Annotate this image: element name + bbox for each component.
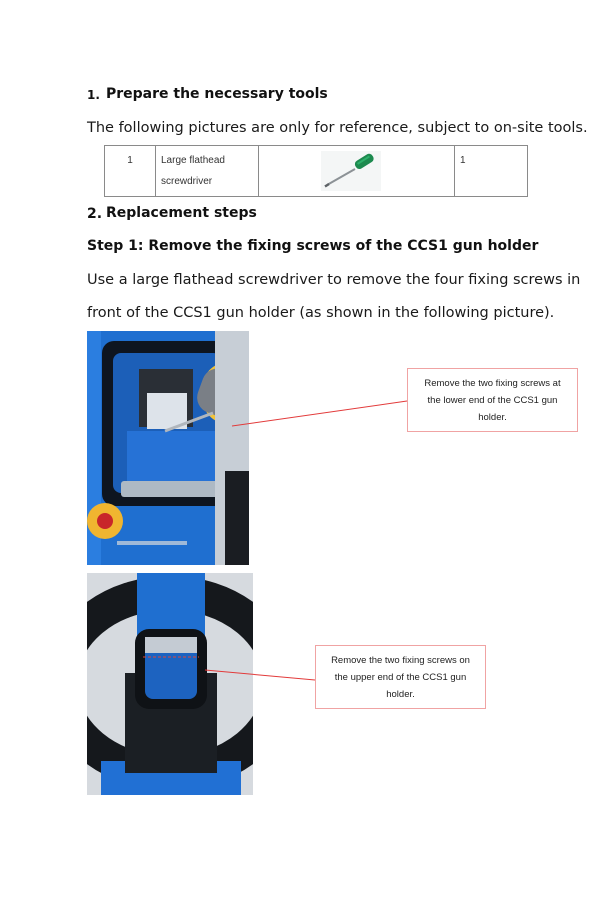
tool-index: 1 <box>105 146 156 197</box>
callout-lower-screws <box>407 368 578 432</box>
step1-title: Step 1: Remove the fixing screws of the CCS1 gun holder <box>87 238 539 254</box>
photo-upper-screws <box>87 573 253 795</box>
section-number-1: 1. <box>87 88 100 102</box>
tool-name-cell <box>156 146 259 197</box>
callout-upper-screws <box>315 645 486 709</box>
section-title-prepare-tools: Prepare the necessary tools <box>106 86 328 102</box>
flathead-screwdriver-icon <box>321 151 381 191</box>
step1-instruction-line1: Use a large flathead screwdriver to remove the four fixing screws in <box>87 272 581 288</box>
section-number-2: 2. <box>87 206 103 222</box>
section-title-replacement-steps: Replacement steps <box>106 205 257 221</box>
callout-upper-line3: holder. <box>386 689 415 700</box>
tool-image-cell <box>259 146 455 197</box>
photo-lower-screws <box>87 331 249 565</box>
step1-instruction-line2: front of the CCS1 gun holder (as shown in the following picture). <box>87 305 555 321</box>
callout-lower-line2: the lower end of the CCS1 gun <box>427 395 558 406</box>
tools-table <box>104 145 528 197</box>
leader-line-lower <box>232 401 407 426</box>
tool-name-line2: screwdriver <box>161 176 213 187</box>
tool-name-line1: Large flathead <box>161 155 225 166</box>
reference-note: The following pictures are only for reference, subject to on-site tools. <box>87 120 588 136</box>
callout-lower-line1: Remove the two fixing screws at <box>424 378 561 389</box>
callout-lower-line3: holder. <box>478 412 507 423</box>
callout-upper-line2: the upper end of the CCS1 gun <box>334 672 467 683</box>
table-row <box>105 146 528 197</box>
callout-upper-line1: Remove the two fixing screws on <box>331 655 470 666</box>
tool-quantity: 1 <box>455 146 528 197</box>
